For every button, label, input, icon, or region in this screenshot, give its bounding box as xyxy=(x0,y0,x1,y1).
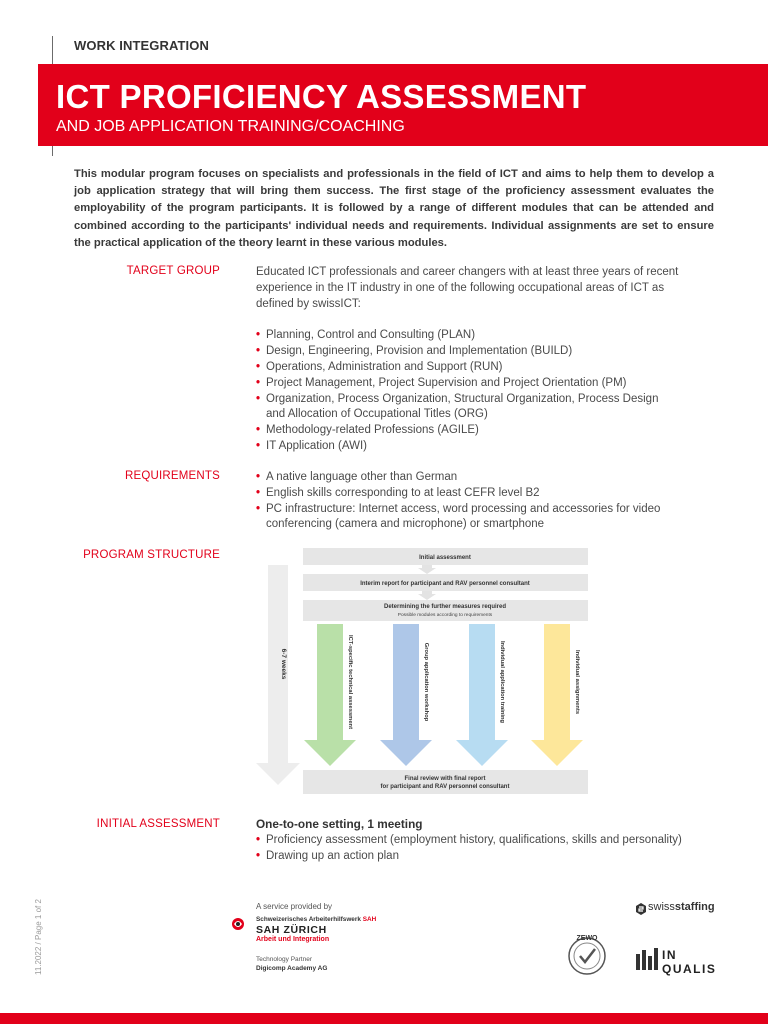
bullet-icon: • xyxy=(256,345,261,358)
module-label-training: Individual application training xyxy=(499,640,505,724)
inqualis-logo xyxy=(634,946,717,976)
sah-zurich-name: SAH ZÜRICH xyxy=(256,924,327,936)
swissstaffing-icon xyxy=(636,903,646,915)
intro-paragraph: This modular program focuses on specialists and professionals in the field of ICT and aims to help them to develop a job application strategy that will bring them success. The first stage of the proficiency assessment evaluates the employability of the program participants. It is followed by a range of different modules that can be attended and combined according to the participants' individual needs and requirements. Individual assignments are set to ensure the practical application of the theory learnt in these various modules. xyxy=(74,168,714,249)
tech-partner-name: Digicomp Academy AG xyxy=(256,965,328,972)
list-item: • IT Application (AWI) xyxy=(256,439,716,455)
initial-assessment-section xyxy=(256,816,736,865)
inqualis-label: IN QUALIS xyxy=(662,948,717,976)
list-item: • Proficiency assessment (employment history, qualifications, skills and personality) xyxy=(256,833,736,849)
bullet-icon: • xyxy=(256,834,261,846)
inqualis-icon xyxy=(634,946,660,972)
bullet-icon: • xyxy=(256,424,261,437)
list-item: • Organization, Process Organization, Structural Organization, Process Design and Allocation of Occupational Titles (ORG) xyxy=(256,392,659,421)
requirements-label: REQUIREMENTS xyxy=(124,470,220,482)
target-group-list xyxy=(256,328,716,454)
initial-assessment-section-label: INITIAL ASSESSMENT xyxy=(96,818,220,830)
requirements-list xyxy=(256,470,716,533)
interim-report-label: Interim report for participant and RAV personnel consultant xyxy=(360,581,530,587)
duration-arrow xyxy=(256,565,300,785)
target-group-section xyxy=(256,265,716,455)
target-group-text: Educated ICT professionals and career changers with at least three years of recent experience in the IT industry in one of the following occupational areas of ICT as defined by swissICT: xyxy=(256,266,679,310)
target-group-label: TARGET GROUP xyxy=(126,265,220,277)
initial-assessment-label: Initial assessment xyxy=(419,555,471,561)
bullet-icon: • xyxy=(256,502,261,515)
module-label-workshop: Group application workshop xyxy=(423,642,429,722)
bullet-icon: • xyxy=(256,360,261,373)
zewo-label: ZEWO xyxy=(576,935,598,942)
bottom-bar xyxy=(0,1013,768,1024)
final-review-box xyxy=(303,770,588,794)
determining-measures-sublabel: Possible modules according to requirements xyxy=(397,613,493,618)
duration-label: 6-7 weeks xyxy=(280,648,287,680)
bullet-icon: • xyxy=(256,376,261,389)
determining-measures-label: Determining the further measures required xyxy=(383,604,507,610)
list-item: • Operations, Administration and Support (RUN) xyxy=(256,360,716,376)
bullet-icon: • xyxy=(256,392,261,405)
list-item: • Project Management, Project Supervision and Project Orientation (PM) xyxy=(256,376,716,392)
tech-partner-label: Technology Partner xyxy=(256,956,313,963)
title-banner xyxy=(38,64,768,146)
section-tag: WORK INTEGRATION xyxy=(74,38,209,53)
module-label-assignments: Individual assignments xyxy=(574,649,580,715)
list-item: • Drawing up an action plan xyxy=(256,849,736,865)
page-subtitle: AND JOB APPLICATION TRAINING/COACHING xyxy=(56,118,405,135)
initial-assessment-list xyxy=(256,833,736,865)
list-item: • PC infrastructure: Internet access, word processing and accessories for video conferencing (camera and microphone) or smartphone xyxy=(256,502,661,531)
bullet-icon: • xyxy=(256,439,261,452)
program-structure-label: PROGRAM STRUCTURE xyxy=(83,549,220,561)
final-review-label-1: Final review with final report xyxy=(404,776,486,782)
sah-tagline: Arbeit und Integration xyxy=(256,936,330,943)
bullet-icon: • xyxy=(256,471,261,483)
final-review-label-2: for participant and RAV personnel consultant xyxy=(380,784,510,790)
list-item: • Planning, Control and Consulting (PLAN) xyxy=(256,328,716,344)
provided-by-label: A service provided by xyxy=(256,902,333,911)
page-title: ICT PROFICIENCY ASSESSMENT xyxy=(56,78,587,115)
bullet-icon: • xyxy=(256,849,261,862)
initial-assessment-heading: One-to-one setting, 1 meeting xyxy=(256,817,423,831)
sah-logo-icon xyxy=(232,916,244,938)
list-item: • English skills corresponding to at least CEFR level B2 xyxy=(256,486,716,502)
program-structure-diagram xyxy=(255,545,595,795)
list-item: • A native language other than German xyxy=(256,470,716,486)
page-info: 11.2022 / Page 1 of 2 xyxy=(34,899,43,975)
sah-org-name: Schweizerisches Arbeiterhilfswerk SAH xyxy=(256,916,377,923)
list-item: • Design, Engineering, Provision and Implementation (BUILD) xyxy=(256,344,716,360)
list-item: • Methodology-related Professions (AGILE) xyxy=(256,423,716,439)
bullet-icon: • xyxy=(256,486,261,499)
module-label-ict: ICT-specific technical assessment xyxy=(347,634,353,730)
bullet-icon: • xyxy=(256,329,261,342)
zewo-seal-icon xyxy=(567,932,607,976)
requirements-section xyxy=(256,470,716,533)
